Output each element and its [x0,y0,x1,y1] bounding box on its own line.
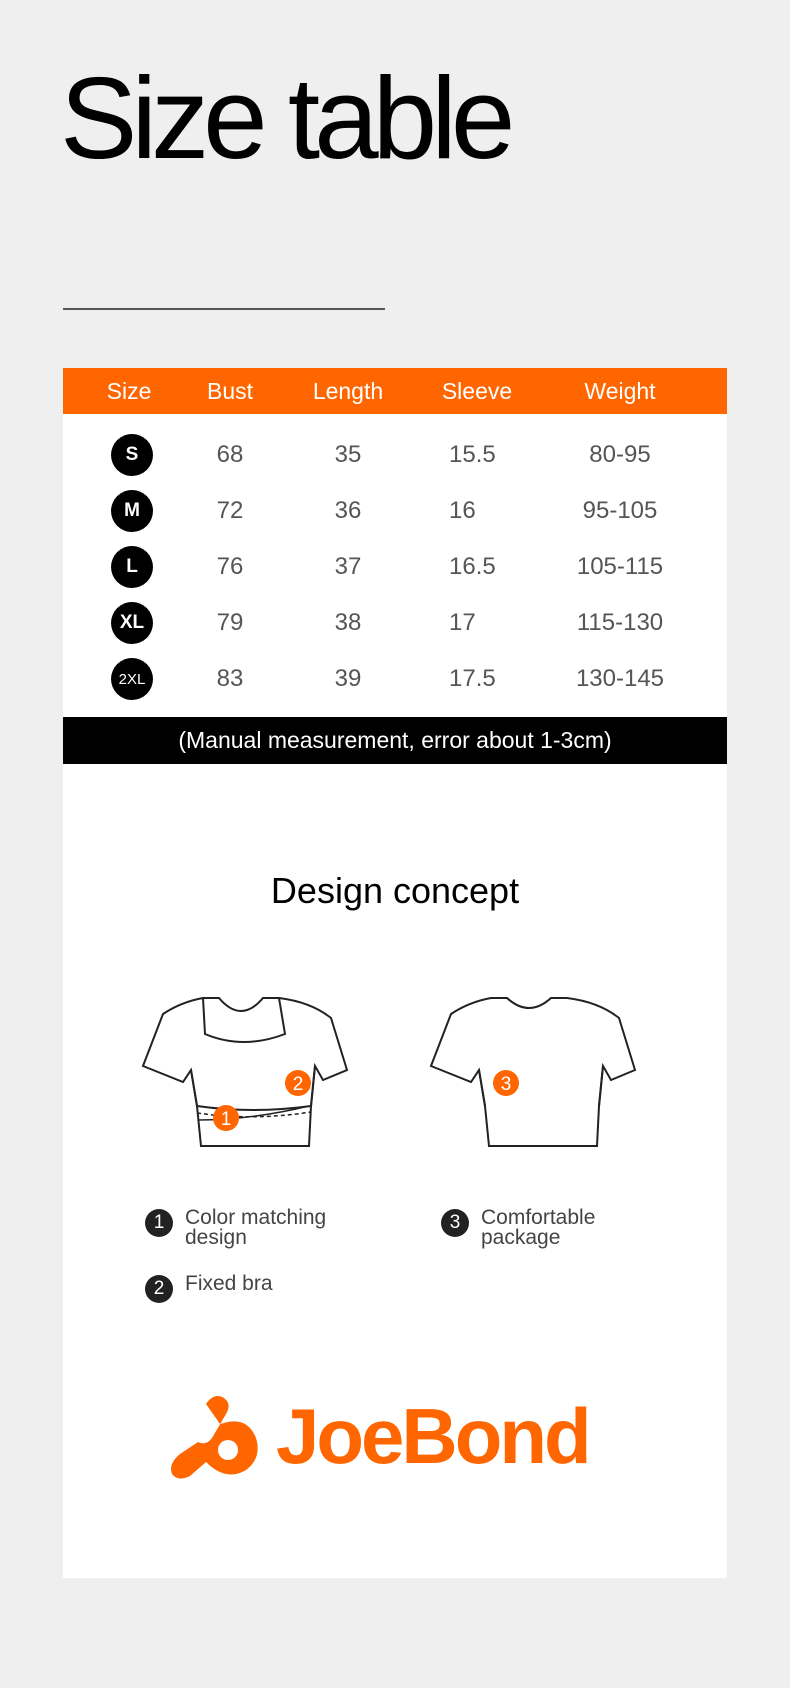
legend-number: 1 [145,1209,173,1237]
bust-cell: 83 [216,665,244,692]
measurement-note: (Manual measurement, error about 1-3cm) [63,717,727,764]
section-title: Design concept [270,870,520,911]
size-badge: XL [111,602,153,644]
table-row [63,651,727,707]
weight-cell: 130-145 [575,665,665,692]
marker-3-label: 3 [500,1074,512,1095]
brand-mark-icon [166,1390,262,1482]
marker-2-label: 2 [292,1074,304,1095]
length-cell: 35 [334,441,362,468]
legend-text: Fixed bra [185,1272,273,1295]
legend-text: Color matching design [185,1206,327,1249]
table-row [63,595,727,651]
marker-1-label: 1 [220,1109,232,1130]
legend-item [441,1208,661,1248]
back-shirt-illustration [429,994,649,1154]
header-weight: Weight [584,378,656,404]
weight-cell: 80-95 [589,441,651,468]
table-row [63,539,727,595]
bust-cell: 79 [216,609,244,636]
weight-cell: 115-130 [576,609,664,636]
length-cell: 36 [334,497,362,524]
front-shirt-illustration [141,994,361,1154]
length-cell: 39 [334,665,362,692]
size-card [63,368,727,1578]
header-size: Size [106,378,152,404]
length-cell: 37 [334,553,362,580]
size-badge: S [111,434,153,476]
size-badge: 2XL [111,658,153,700]
sleeve-cell: 17 [449,609,476,636]
length-cell: 38 [334,609,362,636]
size-badge: M [111,490,153,532]
table-row [63,427,727,483]
table-row [63,483,727,539]
bust-cell: 72 [216,497,244,524]
legend-item [145,1274,365,1303]
weight-cell: 95-105 [582,497,658,524]
header-sleeve: Sleeve [441,378,513,404]
legend-number: 2 [145,1275,173,1303]
sleeve-cell: 17.5 [449,665,496,692]
table-header [63,368,727,414]
bust-cell: 68 [216,441,244,468]
sleeve-cell: 16 [449,497,476,524]
legend-item [145,1208,365,1248]
brand-logo [166,1390,589,1482]
brand-name: JoeBond [276,1392,589,1480]
legend-number: 3 [441,1209,469,1237]
bust-cell: 76 [216,553,244,580]
header-length: Length [312,378,384,404]
header-bust: Bust [206,378,254,404]
sleeve-cell: 16.5 [449,553,496,580]
weight-cell: 105-115 [576,553,664,580]
sleeve-cell: 15.5 [449,441,496,468]
size-badge: L [111,546,153,588]
page-title: Size table [60,53,510,183]
title-divider [63,308,385,310]
legend-text: Comfortable package [481,1206,596,1249]
